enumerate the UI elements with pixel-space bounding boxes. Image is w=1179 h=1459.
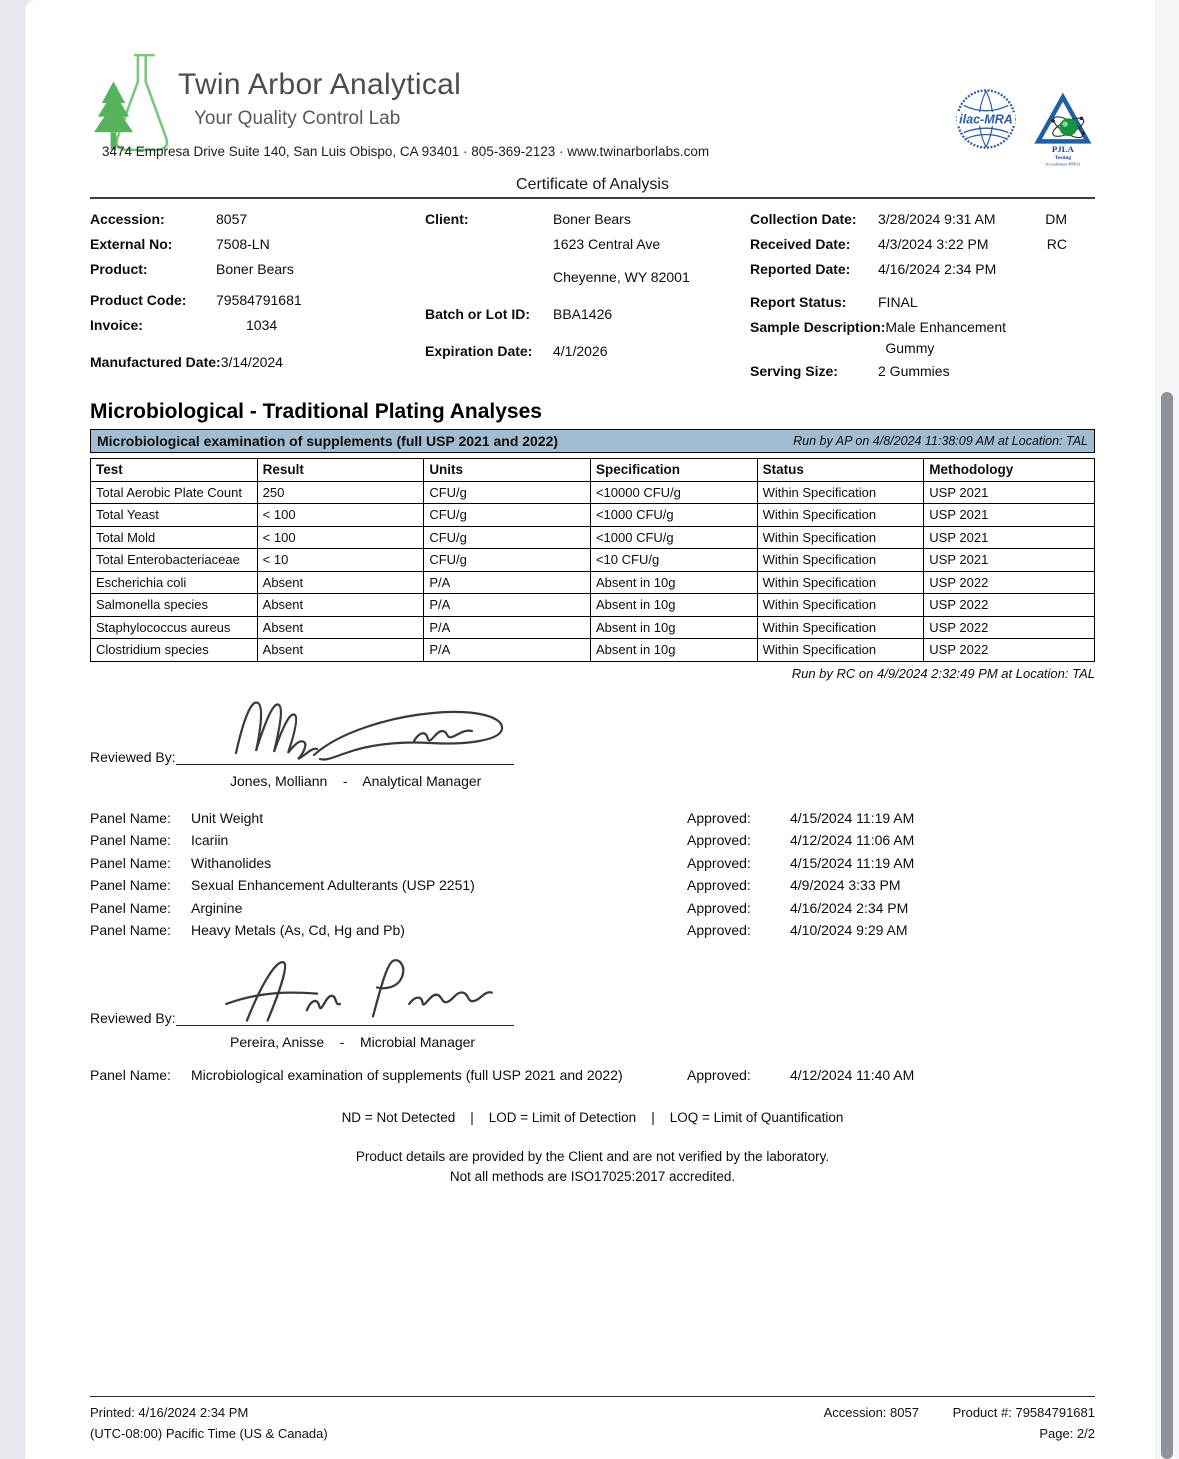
info-row-accession: Accession: 8057	[90, 211, 248, 227]
column-header-test: Test	[91, 459, 258, 482]
table-cell: USP 2021	[924, 549, 1095, 572]
signature-line	[176, 1010, 514, 1026]
signature-line	[176, 749, 514, 765]
brand-name: Twin Arbor Analytical	[178, 68, 462, 101]
table-cell: P/A	[424, 639, 591, 662]
table-cell: Within Specification	[757, 639, 924, 662]
info-row-product-code: Product Code: 79584791681	[90, 292, 302, 308]
table-cell: Within Specification	[757, 594, 924, 617]
table-row	[91, 481, 1095, 504]
table-cell: Within Specification	[757, 481, 924, 504]
svg-text:Accreditation #99931: Accreditation #99931	[1045, 161, 1081, 167]
footer-accession: Accession: 8057	[823, 1405, 919, 1420]
table-subheader-bar	[90, 429, 1095, 453]
table-cell: < 100	[257, 504, 424, 527]
lab-address-line: 3474 Empresa Drive Suite 140, San Luis Obispo, CA 93401 · 805-369-2123 · www.twinarborlabs.com	[102, 144, 710, 159]
panel-row-microbiological: Panel Name: Microbiological examination of supplements (full USP 2021 and 2022) Approved: 4/12/2024 11:40 AM	[90, 1066, 915, 1083]
panel-title: Microbiological examination of supplements (full USP 2021 and 2022)	[97, 433, 559, 449]
column-header-methodology: Methodology	[924, 459, 1095, 482]
table-cell: Absent in 10g	[590, 594, 757, 617]
vertical-scrollbar-track[interactable]	[1155, 0, 1179, 1459]
info-row-expiration: Expiration Date: 4/1/2026	[425, 343, 608, 359]
disclaimer-line-2: Not all methods are ISO17025:2017 accredited.	[449, 1169, 736, 1184]
table-cell: <10000 CFU/g	[590, 481, 757, 504]
table-cell: Total Mold	[91, 526, 258, 549]
column-header-status: Status	[757, 459, 924, 482]
run-by-top: Run by AP on 4/8/2024 11:38:09 AM at Location: TAL	[793, 434, 1088, 448]
panel-row: Panel Name: Withanolides Approved: 4/15/2024 11:19 AM	[90, 854, 915, 871]
info-row-reported-date: Reported Date: 4/16/2024 2:34 PM	[750, 261, 997, 277]
table-cell: Absent	[257, 571, 424, 594]
table-cell: CFU/g	[424, 526, 591, 549]
sample-info-grid	[90, 207, 1095, 384]
info-row-report-status: Report Status: FINAL	[750, 294, 918, 310]
panel-row: Panel Name: Heavy Metals (As, Cd, Hg and Pb) Approved: 4/10/2024 9:29 AM	[90, 922, 908, 938]
info-row-external-no: External No: 7508-LN	[90, 236, 270, 252]
info-column-dates	[750, 207, 1095, 384]
table-cell: Absent in 10g	[590, 571, 757, 594]
receiver-initials: RC	[1046, 236, 1067, 252]
table-cell: CFU/g	[424, 481, 591, 504]
table-cell: <1000 CFU/g	[590, 504, 757, 527]
footer-product-number: Product #: 79584791681	[952, 1405, 1095, 1420]
info-column-left	[90, 207, 425, 384]
disclaimer-line-1: Product details are provided by the Client and are not verified by the laboratory.	[355, 1149, 830, 1164]
letterhead	[90, 50, 1095, 172]
info-row-received-date: Received Date: 4/3/2024 3:22 PM RC	[750, 232, 1095, 257]
info-row-sample-description: Sample Description: Male Enhancement Gummy	[750, 319, 1007, 356]
table-cell: < 10	[257, 549, 424, 572]
document-title: Certificate of Analysis	[516, 176, 669, 193]
table-cell: CFU/g	[424, 504, 591, 527]
table-cell: Staphylococcus aureus	[91, 616, 258, 639]
table-cell: Total Enterobacteriaceae	[91, 549, 258, 572]
info-row-batch-lot: Batch or Lot ID: BBA1426	[425, 306, 613, 322]
micro-results-table	[90, 458, 1095, 662]
panel-row: Panel Name: Icariin Approved: 4/12/2024 11:06 AM	[90, 832, 915, 848]
footer-ids	[824, 1402, 1095, 1423]
table-cell: Within Specification	[757, 526, 924, 549]
table-cell: Salmonella species	[91, 594, 258, 617]
panel-row: Panel Name: Unit Weight Approved: 4/15/2024 11:19 AM	[90, 809, 915, 826]
table-cell: Within Specification	[757, 571, 924, 594]
table-cell: USP 2021	[924, 481, 1095, 504]
table-cell: USP 2022	[924, 639, 1095, 662]
ilac-mra-logo-icon	[955, 88, 1017, 150]
table-cell: Absent	[257, 639, 424, 662]
review-block-1	[90, 693, 1095, 791]
review-block-2	[90, 954, 1095, 1052]
table-cell: < 100	[257, 526, 424, 549]
table-cell: <1000 CFU/g	[590, 526, 757, 549]
column-header-specification: Specification	[590, 459, 757, 482]
table-cell: USP 2021	[924, 526, 1095, 549]
svg-text:Testing: Testing	[1054, 155, 1072, 162]
pjla-accreditation-logo-icon	[1031, 88, 1093, 170]
table-cell: P/A	[424, 571, 591, 594]
abbreviation-legend: ND = Not Detected | LOD = Limit of Detection | LOQ = Limit of Quantification	[341, 1110, 844, 1125]
info-row-product: Product: Boner Bears	[90, 261, 294, 277]
table-cell: Within Specification	[757, 616, 924, 639]
table-cell: 250	[257, 481, 424, 504]
table-cell: P/A	[424, 594, 591, 617]
table-cell: Absent	[257, 594, 424, 617]
table-cell: Absent in 10g	[590, 616, 757, 639]
reviewed-by-line-2	[90, 1010, 514, 1026]
table-row	[91, 549, 1095, 572]
table-cell: USP 2022	[924, 616, 1095, 639]
page-number: Page: 2/2	[1039, 1426, 1095, 1441]
panel-approvals	[90, 807, 1095, 942]
table-cell: USP 2021	[924, 504, 1095, 527]
collector-initials: DM	[1045, 211, 1067, 227]
accreditation-logos	[955, 88, 1093, 170]
column-header-units: Units	[424, 459, 591, 482]
reviewed-by-label: Reviewed By:	[90, 1009, 176, 1026]
timezone-note: (UTC-08:00) Pacific Time (US & Canada)	[90, 1426, 328, 1441]
table-cell: Clostridium species	[91, 639, 258, 662]
table-cell: CFU/g	[424, 549, 591, 572]
document-page	[25, 0, 1155, 1459]
table-cell: <10 CFU/g	[590, 549, 757, 572]
twin-arbor-flask-tree-logo-icon	[92, 52, 174, 154]
footer-divider	[90, 1396, 1095, 1397]
table-cell: Total Yeast	[91, 504, 258, 527]
reviewer-name-title-2: Pereira, Anisse - Microbial Manager	[230, 1033, 476, 1050]
table-row	[91, 571, 1095, 594]
reviewed-by-label: Reviewed By:	[90, 748, 176, 765]
table-cell: Absent	[257, 616, 424, 639]
reviewed-by-line-1	[90, 749, 514, 765]
run-by-bottom: Run by RC on 4/9/2024 2:32:49 PM at Location: TAL	[791, 665, 1095, 681]
table-row	[91, 594, 1095, 617]
table-cell: USP 2022	[924, 571, 1095, 594]
info-row-serving-size: Serving Size: 2 Gummies	[750, 363, 950, 379]
client-address-block: Boner Bears 1623 Central Ave Cheyenne, WY 82001	[553, 211, 690, 285]
info-row-manufactured-date: Manufactured Date: 3/14/2024	[90, 354, 283, 370]
panel-row: Panel Name: Arginine Approved: 4/16/2024 2:34 PM	[90, 899, 909, 916]
svg-text:ilac-MRA: ilac-MRA	[959, 112, 1013, 127]
title-divider	[90, 197, 1095, 199]
table-cell: Absent in 10g	[590, 639, 757, 662]
svg-text:PJLA: PJLA	[1051, 144, 1074, 155]
reviewer-name-title-1: Jones, Molliann - Analytical Manager	[230, 772, 482, 789]
info-column-client	[425, 207, 750, 384]
panel-row: Panel Name: Sexual Enhancement Adulterants (USP 2251) Approved: 4/9/2024 3:33 PM	[90, 877, 901, 893]
table-cell: Within Specification	[757, 504, 924, 527]
table-row	[91, 504, 1095, 527]
table-cell: Total Aerobic Plate Count	[91, 481, 258, 504]
table-cell: Within Specification	[757, 549, 924, 572]
table-row	[91, 639, 1095, 662]
section-title: Microbiological - Traditional Plating Analyses	[90, 400, 542, 423]
brand-tagline: Your Quality Control Lab	[194, 108, 401, 129]
info-row-client: Client: Boner Bears 1623 Central Ave Cheyenne, WY 82001	[425, 207, 750, 290]
table-cell: Escherichia coli	[91, 571, 258, 594]
info-row-invoice: Invoice: 1034	[90, 317, 278, 333]
table-cell: USP 2022	[924, 594, 1095, 617]
info-row-collection-date: Collection Date: 3/28/2024 9:31 AM DM	[750, 207, 1095, 232]
printed-timestamp: Printed: 4/16/2024 2:34 PM	[90, 1405, 249, 1420]
vertical-scrollbar-thumb[interactable]	[1161, 392, 1173, 1459]
page-footer	[90, 1396, 1095, 1444]
table-header-row	[91, 459, 1095, 482]
table-row	[91, 526, 1095, 549]
table-cell: P/A	[424, 616, 591, 639]
column-header-result: Result	[257, 459, 424, 482]
table-row	[91, 616, 1095, 639]
